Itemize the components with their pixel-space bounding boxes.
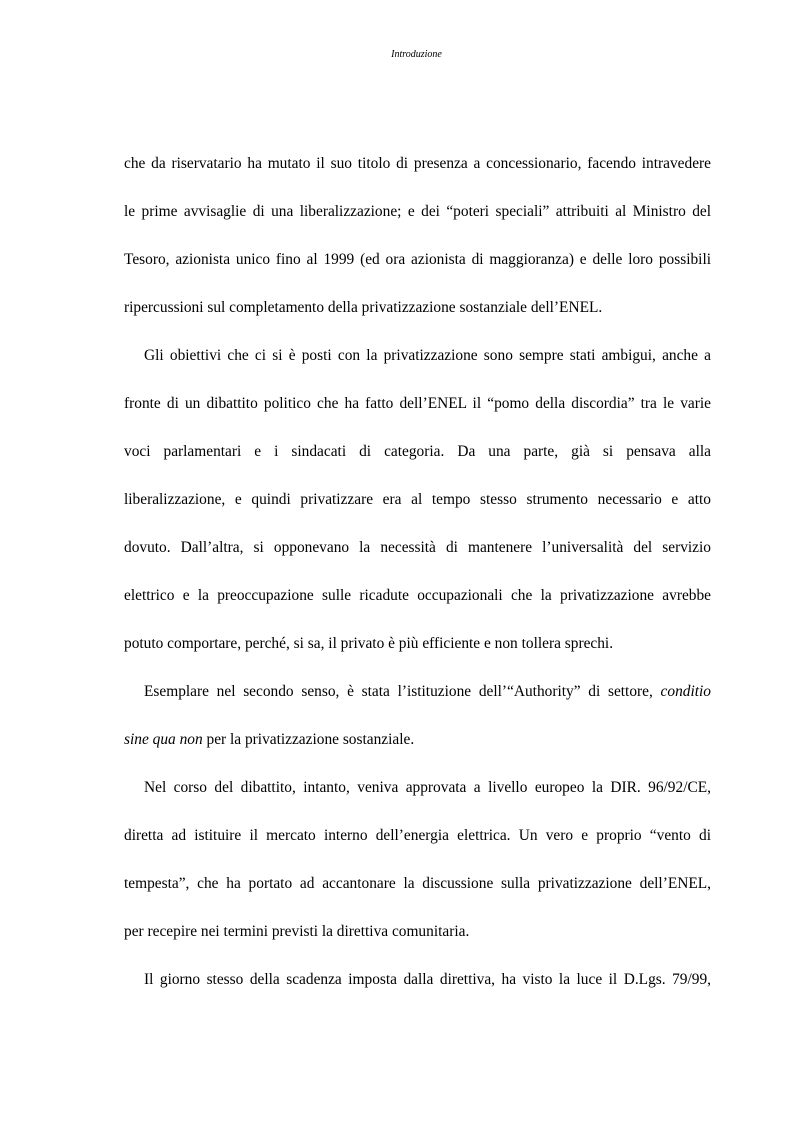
text-line: fronte di un dibattito politico che ha fatto dell’ENEL il “pomo della discordia” tra le varie [124, 395, 711, 412]
text-segment: Esemplare nel secondo senso, è stata l’istituzione dell’“Authority” di settore, [144, 683, 661, 700]
text-line: liberalizzazione, e quindi privatizzare era al tempo stesso strumento necessario e atto [124, 491, 711, 508]
body-text [124, 140, 711, 1004]
text-line: potuto comportare, perché, si sa, il privato è più efficiente e non tollera sprechi. [124, 635, 614, 652]
text-line: dovuto. Dall’altra, si opponevano la necessità di mantenere l’universalità del servizio [124, 539, 711, 556]
text-line: tempesta”, che ha portato ad accantonare la discussione sulla privatizzazione dell’ENEL, [124, 875, 711, 892]
text-line: Il giorno stesso della scadenza imposta dalla direttiva, ha visto la luce il D.Lgs. 79/99, [144, 971, 711, 988]
text-line: diretta ad istituire il mercato interno dell’energia elettrica. Un vero e proprio “vento di [124, 827, 711, 844]
text-line: voci parlamentari e i sindacati di categoria. Da una parte, già si pensava alla [124, 443, 711, 460]
text-line: Tesoro, azionista unico fino al 1999 (ed ora azionista di maggioranza) e delle loro possibili [124, 251, 711, 268]
text-line: Nel corso del dibattito, intanto, veniva approvata a livello europeo la DIR. 96/92/CE, [144, 779, 711, 796]
text-line: Gli obiettivi che ci si è posti con la privatizzazione sono sempre stati ambigui, anche a [144, 347, 711, 364]
running-header: Introduzione [391, 49, 442, 60]
italic-term: conditio [660, 683, 711, 700]
text-line [124, 668, 711, 716]
text-line: elettrico e la preoccupazione sulle ricadute occupazionali che la privatizzazione avrebbe [124, 587, 711, 604]
text-line: le prime avvisaglie di una liberalizzazione; e dei “poteri speciali” attribuiti al Ministro del [124, 203, 711, 220]
text-line: che da riservatario ha mutato il suo titolo di presenza a concessionario, facendo intravedere [124, 155, 711, 172]
text-segment: per la privatizzazione sostanziale. [202, 731, 415, 748]
italic-term: sine qua non [124, 731, 203, 748]
text-line: ripercussioni sul completamento della privatizzazione sostanziale dell’ENEL. [124, 299, 603, 316]
text-line [124, 716, 711, 764]
text-line: per recepire nei termini previsti la direttiva comunitaria. [124, 923, 470, 940]
